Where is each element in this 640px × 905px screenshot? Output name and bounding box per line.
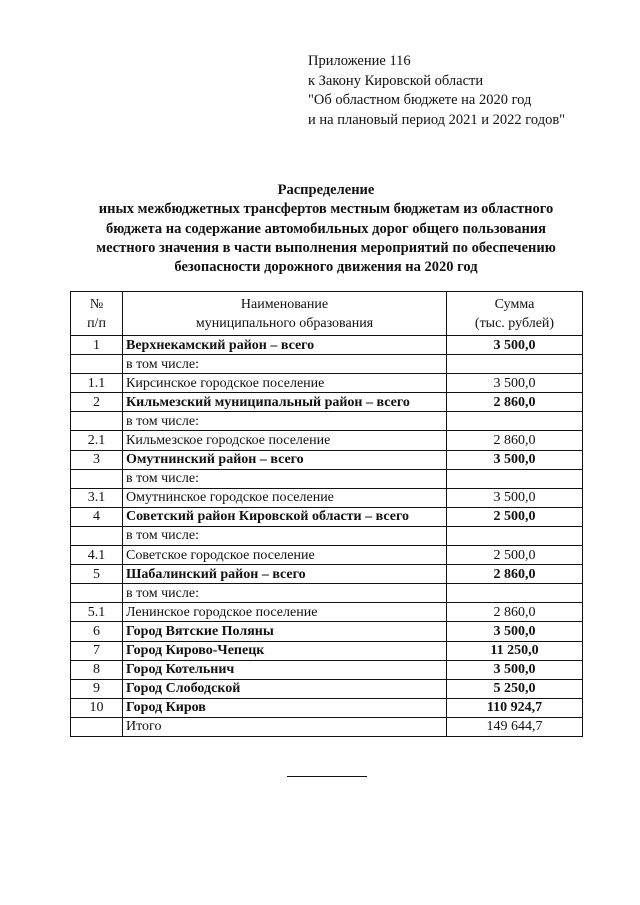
title-line: безопасности дорожного движения на 2020 год [174,259,478,276]
row-number: 3 [71,450,123,469]
appendix-note [308,52,565,130]
row-number [71,717,123,736]
header-sum: Сумма (тыс. рублей) [447,292,583,336]
row-sum [447,526,583,545]
table-row [71,584,583,603]
table-row [71,546,583,565]
row-sum: 2 860,0 [447,603,583,622]
row-sum: 149 644,7 [447,717,583,736]
row-sum: 3 500,0 [447,336,583,355]
row-number: 10 [71,698,123,717]
table-header-row [71,292,583,336]
row-number [71,526,123,545]
row-sum: 3 500,0 [447,622,583,641]
row-name: Советское городское поселение [123,546,447,565]
appendix-line: "Об областном бюджете на 2020 год [308,92,532,108]
row-number: 6 [71,622,123,641]
row-number [71,469,123,488]
row-sum [447,469,583,488]
table-row [71,450,583,469]
row-sum [447,412,583,431]
row-number [71,355,123,374]
closing-divider [287,776,367,777]
table-row [71,431,583,450]
row-sum: 2 860,0 [447,565,583,584]
table-row [71,565,583,584]
row-name: в том числе: [123,584,447,603]
table-row [71,698,583,717]
table-row [71,717,583,736]
row-number [71,584,123,603]
row-sum: 2 500,0 [447,546,583,565]
row-number: 7 [71,641,123,660]
table-row [71,336,583,355]
row-name: Советский район Кировской области – всего [123,507,447,526]
row-sum: 2 860,0 [447,393,583,412]
row-number: 5 [71,565,123,584]
table-row [71,507,583,526]
appendix-line: и на плановый период 2021 и 2022 годов" [308,111,566,128]
row-number: 3.1 [71,488,123,507]
row-sum: 2 500,0 [447,507,583,526]
row-sum: 3 500,0 [447,450,583,469]
row-name: Город Вятские Поляны [123,622,447,641]
row-name: Шабалинский район – всего [123,565,447,584]
row-number: 2.1 [71,431,123,450]
row-name: Город Котельнич [123,660,447,679]
row-sum: 3 500,0 [447,660,583,679]
row-sum [447,355,583,374]
row-name: Город Кирово-Чепецк [123,641,447,660]
row-name: в том числе: [123,469,447,488]
title-line: бюджета на содержание автомобильных дорог общего пользования [105,220,547,237]
row-name: Город Киров [123,698,447,717]
table-row [71,526,583,545]
row-name: Верхнекамский район – всего [123,336,447,355]
row-number [71,412,123,431]
row-number: 2 [71,393,123,412]
table-row [71,603,583,622]
row-name: в том числе: [123,526,447,545]
row-number: 8 [71,660,123,679]
row-name: Итого [123,717,447,736]
row-sum: 5 250,0 [447,679,583,698]
table-row [71,660,583,679]
row-number: 9 [71,679,123,698]
row-sum [447,584,583,603]
row-name: Кирсинское городское поселение [123,374,447,393]
table-row [71,679,583,698]
document-title [70,181,582,277]
table-row [71,374,583,393]
title-line: местного значения в части выполнения мероприятий по обеспечению [96,239,556,256]
row-number: 1.1 [71,374,123,393]
row-name: Омутнинский район – всего [123,450,447,469]
row-number: 4.1 [71,546,123,565]
table-row [71,393,583,412]
table-row [71,469,583,488]
header-number: № п/п [71,292,123,336]
row-name: в том числе: [123,355,447,374]
table-row [71,622,583,641]
row-name: в том числе: [123,412,447,431]
row-sum: 3 500,0 [447,488,583,507]
row-name: Омутнинское городское поселение [123,488,447,507]
row-sum: 3 500,0 [447,374,583,393]
row-number: 4 [71,507,123,526]
row-sum: 110 924,7 [447,698,583,717]
row-name: Кильмезское городское поселение [123,431,447,450]
title-line: иных межбюджетных трансфертов местным бюджетам из областного [98,201,554,218]
row-name: Ленинское городское поселение [123,603,447,622]
header-name: Наименование муниципального образования [123,292,447,336]
distribution-table [70,291,583,737]
table-row [71,641,583,660]
row-name: Город Слободской [123,679,447,698]
table-body [71,336,583,737]
table-row [71,488,583,507]
row-name: Кильмезский муниципальный район – всего [123,393,447,412]
table-row [71,412,583,431]
title-line: Распределение [277,182,375,198]
row-number: 5.1 [71,603,123,622]
row-number: 1 [71,336,123,355]
appendix-line: Приложение 116 [308,53,411,69]
table-row [71,355,583,374]
row-sum: 2 860,0 [447,431,583,450]
appendix-line: к Закону Кировской области [308,72,484,89]
row-sum: 11 250,0 [447,641,583,660]
